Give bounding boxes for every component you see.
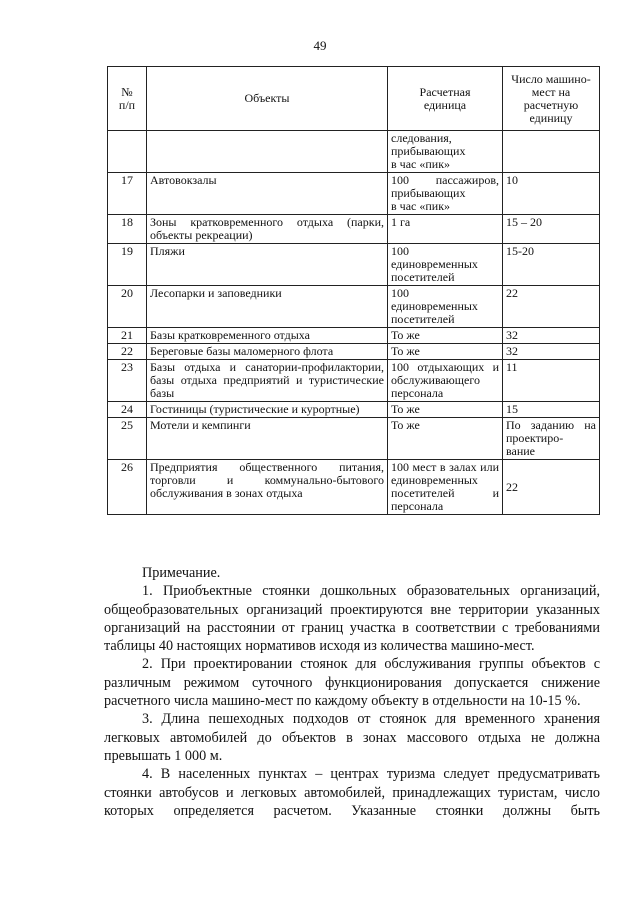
- row-unit: 1 га: [388, 215, 503, 244]
- table-header-row: [108, 67, 600, 131]
- row-unit: 100 единовременных посетителей: [388, 244, 503, 286]
- row-object: Мотели и кемпинги: [147, 418, 388, 460]
- note-paragraph: 1. Приобъектные стоянки дошкольных образовательных организаций, общеобразовательных организаций проектируются вне территории указанных организаций на расстоянии от границ участка в соответствии с требованиями таблицы 40 настоящих нормативов исходя из количества машино-мест.: [104, 583, 600, 655]
- note-paragraph: 2. При проектировании стоянок для обслуживания группы объектов с различным режимом суточного функционирования допускается снижение расчетного числа машино-мест по каждому объекту в отдельности на 10-15 %.: [104, 656, 600, 710]
- row-object: Пляжи: [147, 244, 388, 286]
- table-row: [108, 460, 600, 515]
- row-object: Лесопарки и заповедники: [147, 286, 388, 328]
- row-unit: То же: [388, 402, 503, 418]
- table-row: [108, 215, 600, 244]
- row-unit: 100 пассажиров, прибывающих в час «пик»: [388, 173, 503, 215]
- notes-title: Примечание.: [142, 565, 221, 581]
- table-row: [108, 173, 600, 215]
- parking-norms-table: [107, 66, 600, 515]
- row-value: 22: [503, 460, 600, 515]
- row-value: По заданию на проектиро- вание: [503, 418, 600, 460]
- note-paragraph: 4. В населенных пунктах – центрах туризма следует предусматривать стоянки автобусов и легковых автомобилей, принадлежащих туристам, число которых определяется расчетом. Указанные стоянки должны быть: [104, 766, 600, 819]
- row-unit: То же: [388, 328, 503, 344]
- table-row: [108, 131, 600, 173]
- row-number: 23: [108, 360, 147, 402]
- row-number: [108, 131, 147, 173]
- row-number: 22: [108, 344, 147, 360]
- row-object: Базы кратковременного отдыха: [147, 328, 388, 344]
- row-unit: 100 единовременных посетителей: [388, 286, 503, 328]
- row-unit: 100 отдыхающих и обслуживающего персонала: [388, 360, 503, 402]
- table-row: [108, 402, 600, 418]
- row-object: Базы отдыха и санатории-профилактории, базы отдыха предприятий и туристические базы: [147, 360, 388, 402]
- row-number: 19: [108, 244, 147, 286]
- row-number: 25: [108, 418, 147, 460]
- row-object: Береговые базы маломерного флота: [147, 344, 388, 360]
- row-object: Гостиницы (туристические и курортные): [147, 402, 388, 418]
- row-value: 15: [503, 402, 600, 418]
- table-row: [108, 360, 600, 402]
- row-number: 24: [108, 402, 147, 418]
- table-row: [108, 344, 600, 360]
- table-row: [108, 328, 600, 344]
- row-value: [503, 131, 600, 173]
- row-number: 21: [108, 328, 147, 344]
- row-value: 22: [503, 286, 600, 328]
- table-row: [108, 286, 600, 328]
- row-value: 32: [503, 328, 600, 344]
- row-number: 17: [108, 173, 147, 215]
- note-paragraph: 3. Длина пешеходных подходов от стоянок для временного хранения легковых автомобилей до объектов в зонах массового отдыха не должна превышать 1 000 м.: [104, 711, 600, 764]
- row-object: Автовокзалы: [147, 173, 388, 215]
- row-number: 18: [108, 215, 147, 244]
- row-object: Предприятия общественного питания, торговли и коммунально-бытового обслуживания в зонах отдыха: [147, 460, 388, 515]
- row-value: 11: [503, 360, 600, 402]
- row-value: 15 – 20: [503, 215, 600, 244]
- notes-section: [104, 564, 600, 820]
- row-object: Зоны кратковременного отдыха (парки, объекты рекреации): [147, 215, 388, 244]
- header-number: № п/п: [108, 67, 147, 131]
- row-unit: следования, прибывающих в час «пик»: [388, 131, 503, 173]
- header-objects: Объекты: [147, 67, 388, 131]
- row-unit: 100 мест в залах или единовременных посетителей и персонала: [388, 460, 503, 515]
- row-value: 32: [503, 344, 600, 360]
- page-number: 49: [313, 38, 327, 53]
- row-value: 10: [503, 173, 600, 215]
- row-unit: То же: [388, 344, 503, 360]
- row-number: 20: [108, 286, 147, 328]
- header-value: Число машино- мест на расчетную единицу: [503, 67, 600, 131]
- header-unit: Расчетная единица: [388, 67, 503, 131]
- row-number: 26: [108, 460, 147, 515]
- row-value: 15-20: [503, 244, 600, 286]
- table-row: [108, 418, 600, 460]
- row-unit: То же: [388, 418, 503, 460]
- row-object: [147, 131, 388, 173]
- table-row: [108, 244, 600, 286]
